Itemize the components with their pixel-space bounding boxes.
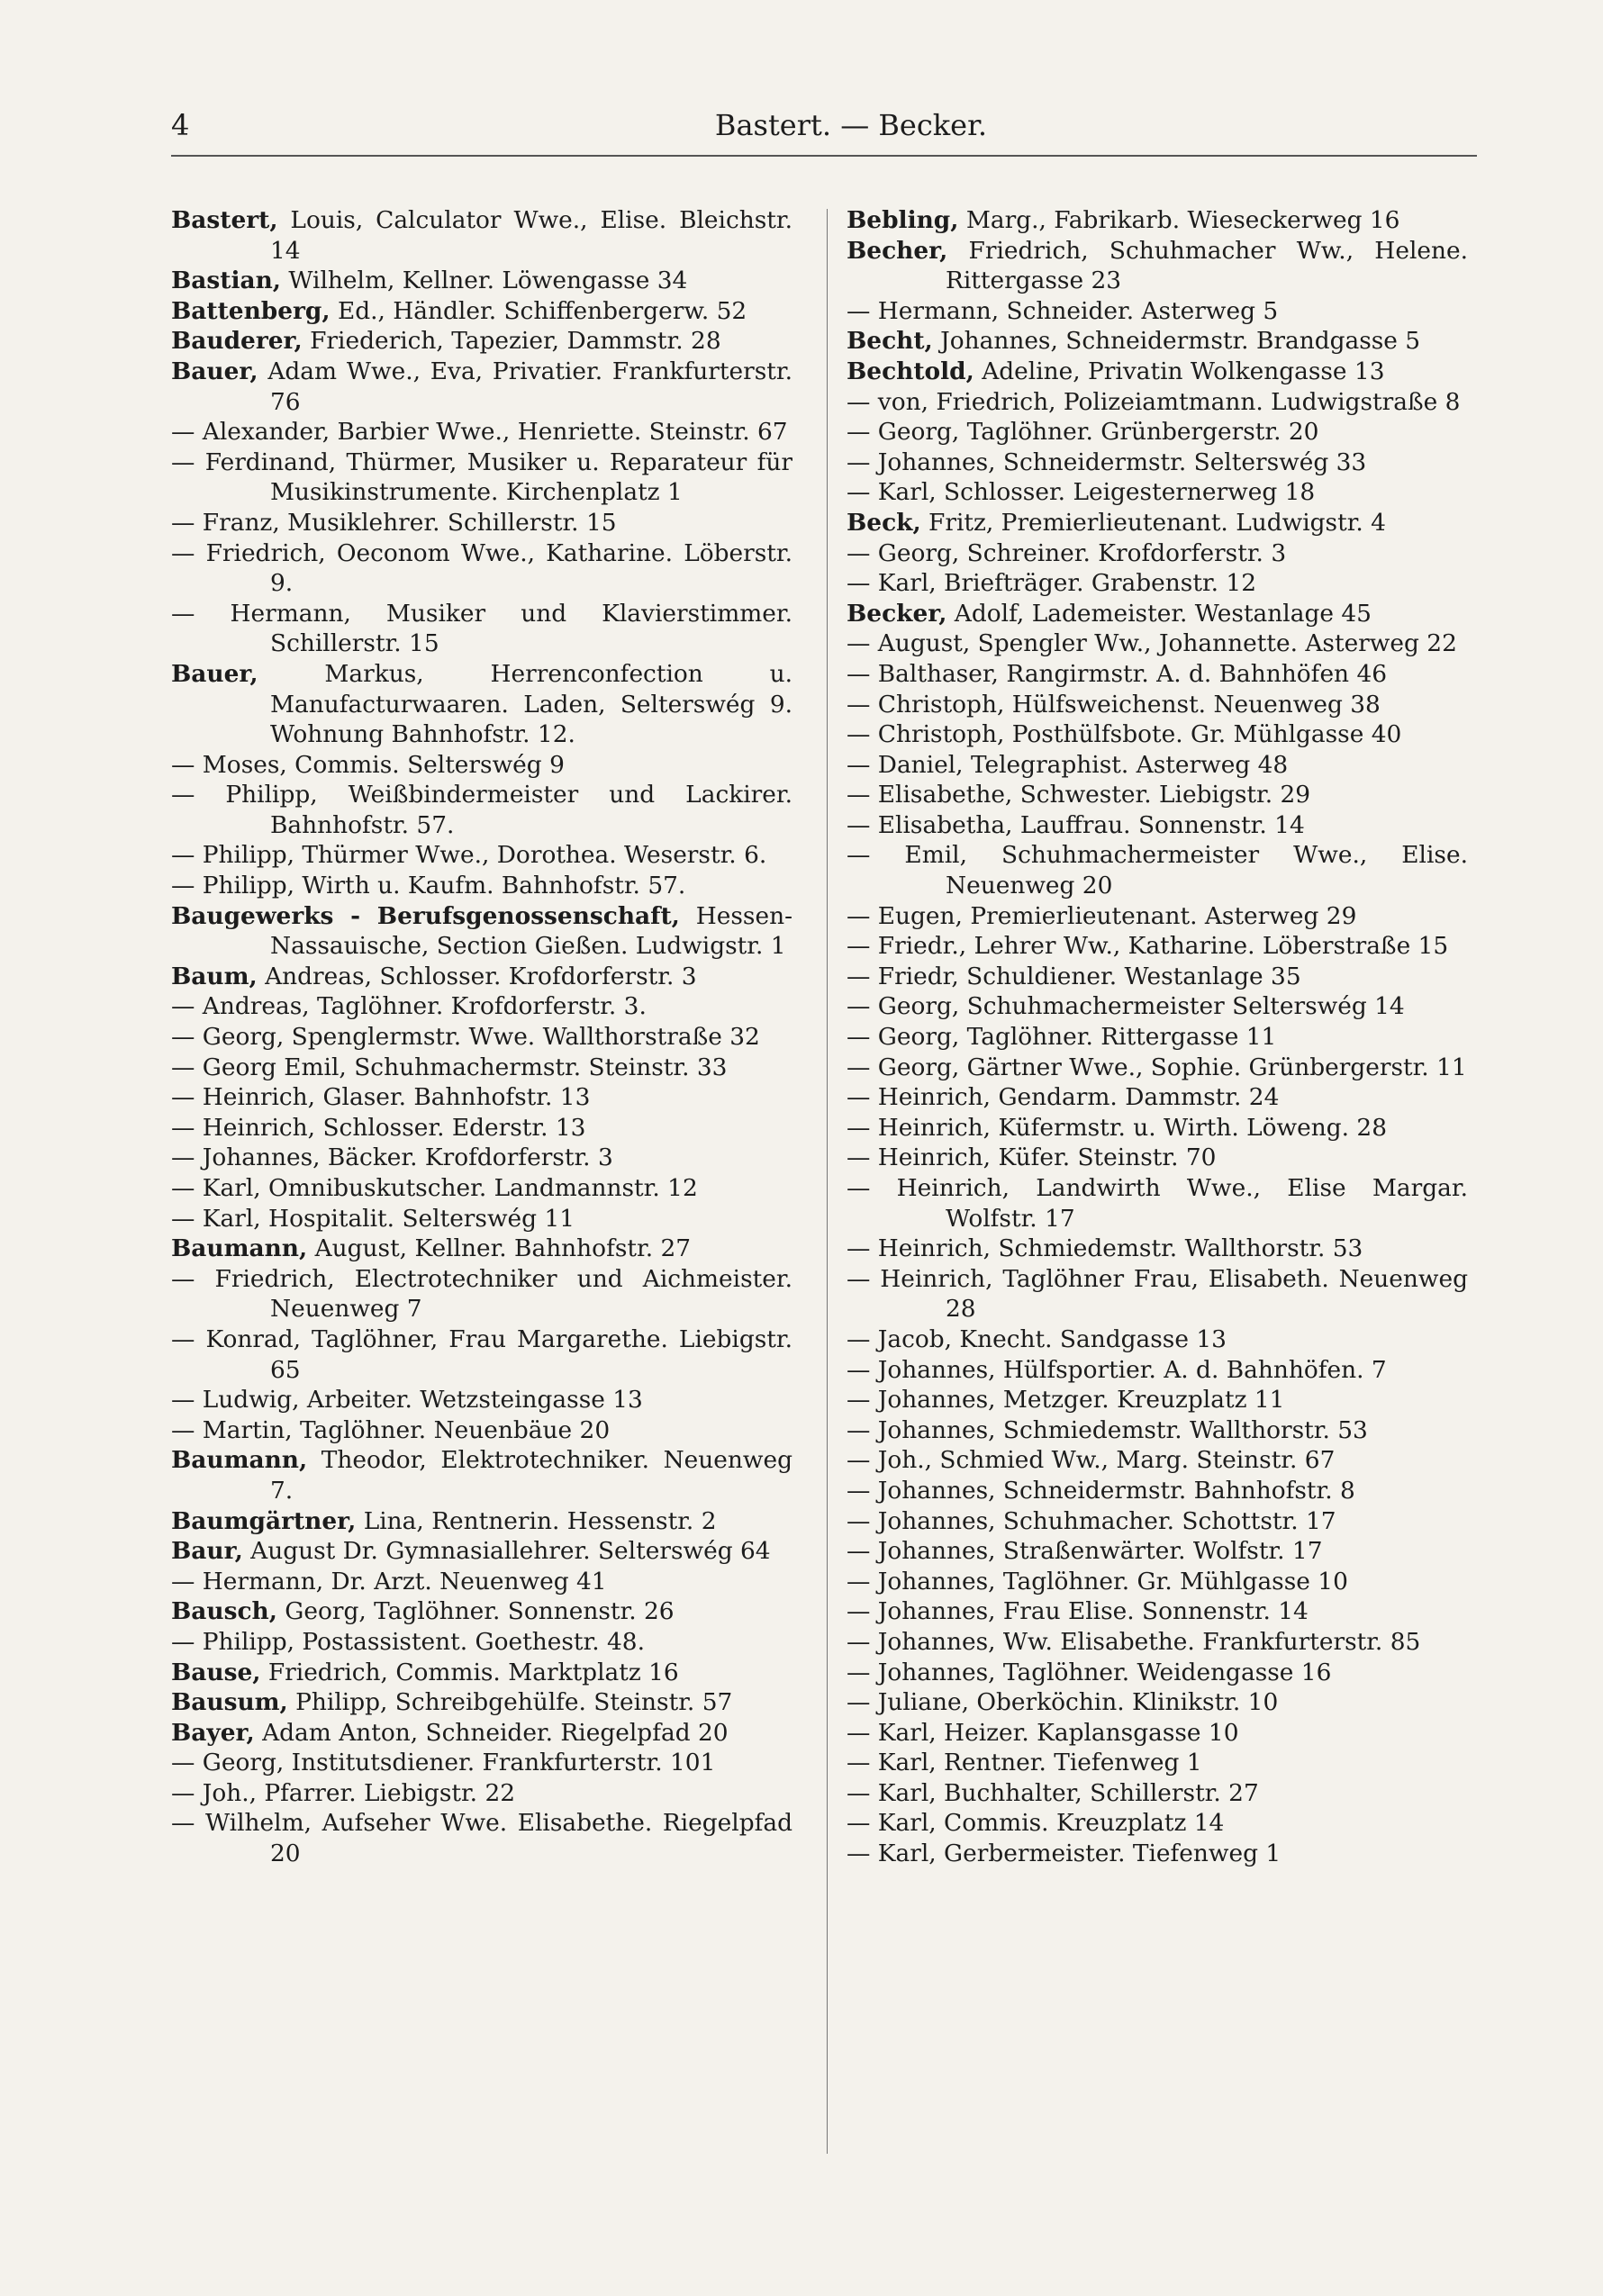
entry-text: — Daniel, Telegraphist. Asterweg 48 xyxy=(847,750,1289,779)
directory-entry xyxy=(171,1204,792,1234)
entry-text: — Wilhelm, Aufseher Wwe. Elisabethe. Riegelpfad 20 xyxy=(171,1809,792,1868)
entry-text: — Philipp, Thürmer Wwe., Dorothea. Weserstr. 6. xyxy=(171,841,767,870)
directory-entry xyxy=(171,508,792,538)
directory-entry xyxy=(171,1748,792,1778)
directory-entry xyxy=(171,417,792,447)
entry-text: — Konrad, Taglöhner, Frau Margarethe. Liebigstr. 65 xyxy=(171,1324,792,1384)
directory-entry xyxy=(847,1324,1468,1355)
directory-entry xyxy=(847,1506,1468,1537)
directory-entry xyxy=(171,1658,792,1688)
entry-text: — Johannes, Taglöhner. Gr. Mühlgasse 10 xyxy=(847,1567,1348,1595)
directory-entry xyxy=(171,1536,792,1567)
directory-entry xyxy=(847,1264,1468,1324)
entry-text: — Balthaser, Rangirmstr. A. d. Bahnhöfen 46 xyxy=(847,659,1388,688)
directory-entry xyxy=(847,1536,1468,1567)
entry-text: — Christoph, Hülfsweichenst. Neuenweg 38 xyxy=(847,690,1381,719)
left-column xyxy=(171,205,792,1869)
directory-entry xyxy=(847,1748,1468,1778)
entry-text: — Christoph, Posthülfsbote. Gr. Mühlgasse 40 xyxy=(847,720,1402,749)
directory-entry xyxy=(847,1053,1468,1083)
entry-text: Ed., Händler. Schiffenbergerw. 52 xyxy=(330,296,747,325)
directory-entry xyxy=(847,750,1468,781)
directory-entry xyxy=(847,477,1468,508)
directory-entry xyxy=(847,901,1468,932)
directory-entry xyxy=(171,1808,792,1868)
directory-entry xyxy=(847,1718,1468,1749)
directory-entry xyxy=(847,1173,1468,1234)
entry-text: Johannes, Schneidermstr. Brandgasse 5 xyxy=(932,327,1421,356)
entry-text: — Georg, Taglöhner. Grünbergerstr. 20 xyxy=(847,418,1319,447)
directory-entry xyxy=(171,538,792,599)
entry-surname: Baum, xyxy=(171,962,258,990)
directory-entry xyxy=(171,840,792,871)
directory-entry xyxy=(171,1445,792,1505)
entry-text: Philipp, Schreibgehülfe. Steinstr. 57 xyxy=(287,1688,733,1717)
directory-entry xyxy=(847,417,1468,447)
directory-entry xyxy=(847,991,1468,1022)
entry-text: — Karl, Rentner. Tiefenweg 1 xyxy=(847,1749,1202,1777)
entry-text: — Philipp, Postassistent. Goethestr. 48. xyxy=(171,1627,645,1656)
directory-entry xyxy=(171,1053,792,1083)
entry-text: — Johannes, Schmiedemstr. Wallthorstr. 53 xyxy=(847,1415,1368,1444)
entry-text: — Johannes, Frau Elise. Sonnenstr. 14 xyxy=(847,1597,1309,1626)
running-head: Bastert. — Becker. xyxy=(714,108,988,142)
entry-text: — Elisabetha, Lauffrau. Sonnenstr. 14 xyxy=(847,810,1305,839)
entry-text: — Karl, Gerbermeister. Tiefenweg 1 xyxy=(847,1840,1281,1868)
directory-entry xyxy=(171,1264,792,1324)
entry-text: — Georg, Gärtner Wwe., Sophie. Grünbergerstr. 11 xyxy=(847,1053,1467,1081)
page-number: 4 xyxy=(171,108,190,142)
directory-entry xyxy=(847,628,1468,659)
directory-entry xyxy=(171,296,792,327)
entry-text: Adam Anton, Schneider. Riegelpfad 20 xyxy=(254,1718,729,1747)
entry-text: Marg., Fabrikarb. Wieseckerweg 16 xyxy=(958,206,1400,234)
directory-entry xyxy=(847,1687,1468,1718)
directory-entry xyxy=(847,599,1468,629)
directory-entry xyxy=(171,1718,792,1749)
entry-text: — Friedr., Lehrer Ww., Katharine. Löberstraße 15 xyxy=(847,932,1449,961)
entry-text: — Heinrich, Landwirth Wwe., Elise Margar. Wolfstr. 17 xyxy=(847,1174,1468,1233)
directory-entry xyxy=(171,1687,792,1718)
directory-entry xyxy=(847,1022,1468,1053)
entry-surname: Bause, xyxy=(171,1658,261,1686)
directory-entry xyxy=(171,750,792,781)
entry-text: — Georg Emil, Schuhmachermstr. Steinstr. 33 xyxy=(171,1053,728,1081)
entry-text: August, Kellner. Bahnhofstr. 27 xyxy=(307,1234,692,1263)
directory-entry xyxy=(171,326,792,357)
directory-entry xyxy=(847,1808,1468,1839)
directory-entry xyxy=(171,1778,792,1809)
header-rule xyxy=(171,155,1477,157)
directory-entry xyxy=(847,296,1468,327)
directory-entry xyxy=(171,599,792,659)
directory-entry xyxy=(171,962,792,992)
directory-entry xyxy=(847,1627,1468,1658)
directory-entry xyxy=(847,659,1468,690)
entry-surname: Baugewerks - Berufsgenossenschaft, xyxy=(171,901,680,930)
directory-entry xyxy=(171,1173,792,1204)
directory-entry xyxy=(847,780,1468,810)
directory-entry xyxy=(847,387,1468,418)
entry-text: — August, Spengler Ww., Johannette. Asterweg 22 xyxy=(847,629,1457,658)
entry-text: — Karl, Briefträger. Grabenstr. 12 xyxy=(847,569,1257,598)
entry-text: — Heinrich, Schmiedemstr. Wallthorstr. 53 xyxy=(847,1234,1363,1263)
entry-text: — Joh., Pfarrer. Liebigstr. 22 xyxy=(171,1778,516,1807)
entry-surname: Bauer, xyxy=(171,357,258,385)
entry-text: — Andreas, Taglöhner. Krofdorferstr. 3. xyxy=(171,992,647,1021)
directory-entry xyxy=(171,1113,792,1143)
directory-entry xyxy=(171,1627,792,1658)
entry-text: — Karl, Hospitalit. Selterswég 11 xyxy=(171,1204,575,1233)
directory-entry xyxy=(847,205,1468,236)
directory-entry xyxy=(847,840,1468,900)
entry-text: Friedrich, Commis. Marktplatz 16 xyxy=(260,1658,679,1686)
entry-text: — Heinrich, Gendarm. Dammstr. 24 xyxy=(847,1083,1280,1112)
entry-text: — Johannes, Taglöhner. Weidengasse 16 xyxy=(847,1658,1332,1686)
entry-text: — Philipp, Weißbindermeister und Lackirer. Bahnhofstr. 57. xyxy=(171,781,792,839)
directory-entry xyxy=(171,991,792,1022)
entry-text: Louis, Calculator Wwe., Elise. Bleichstr. 14 xyxy=(270,206,792,265)
entry-text: — Hermann, Dr. Arzt. Neuenweg 41 xyxy=(171,1567,607,1595)
entry-text: — Johannes, Hülfsportier. A. d. Bahnhöfen. 7 xyxy=(847,1355,1387,1384)
entry-text: — Hermann, Musiker und Klavierstimmer. Schillerstr. 15 xyxy=(171,599,792,658)
directory-entry xyxy=(847,538,1468,569)
directory-entry xyxy=(847,719,1468,750)
entry-text: Andreas, Schlosser. Krofdorferstr. 3 xyxy=(257,962,697,990)
entry-text: — Heinrich, Schlosser. Ederstr. 13 xyxy=(171,1113,586,1142)
directory-entry xyxy=(171,1324,792,1385)
directory-entry xyxy=(171,659,792,750)
entry-surname: Baumann, xyxy=(171,1446,308,1475)
directory-entry xyxy=(171,1022,792,1053)
entry-text: Friedrich, Schuhmacher Ww., Helene. Rittergasse 23 xyxy=(946,236,1468,295)
entry-text: — Johannes, Schneidermstr. Bahnhofstr. 8 xyxy=(847,1476,1355,1505)
entry-text: — Heinrich, Küfer. Steinstr. 70 xyxy=(847,1143,1217,1172)
entry-text: — Ferdinand, Thürmer, Musiker u. Reparateur für Musikinstrumente. Kirchenplatz 1 xyxy=(171,447,792,507)
entry-text: — Karl, Buchhalter, Schillerstr. 27 xyxy=(847,1778,1259,1807)
right-column xyxy=(847,205,1468,1869)
entry-surname: Becher, xyxy=(847,236,948,265)
directory-entry xyxy=(847,1839,1468,1869)
directory-entry xyxy=(847,568,1468,599)
entry-surname: Bausch, xyxy=(171,1597,277,1626)
entry-text: — Heinrich, Taglöhner Frau, Elisabeth. Neuenweg 28 xyxy=(847,1264,1468,1324)
entry-text: — Georg, Taglöhner. Rittergasse 11 xyxy=(847,1023,1277,1052)
entry-text: — Moses, Commis. Selterswég 9 xyxy=(171,750,565,779)
directory-entry xyxy=(847,1113,1468,1143)
directory-entry xyxy=(847,1143,1468,1173)
directory-entry xyxy=(171,1143,792,1173)
entry-text: — Eugen, Premierlieutenant. Asterweg 29 xyxy=(847,901,1357,930)
entry-surname: Battenberg, xyxy=(171,296,331,325)
entry-text: — Hermann, Schneider. Asterweg 5 xyxy=(847,296,1279,325)
entry-text: Adeline, Privatin Wolkengasse 13 xyxy=(974,357,1385,385)
directory-entry xyxy=(171,1082,792,1113)
directory-entry xyxy=(847,1658,1468,1688)
entry-text: — Heinrich, Glaser. Bahnhofstr. 13 xyxy=(171,1083,591,1112)
directory-entry xyxy=(847,962,1468,992)
entry-text: — Philipp, Wirth u. Kaufm. Bahnhofstr. 57. xyxy=(171,872,686,900)
entry-text: — Juliane, Oberköchin. Klinikstr. 10 xyxy=(847,1688,1279,1717)
directory-entry xyxy=(847,508,1468,538)
entry-text: Hessen-Nassauische, Section Gießen. Ludwigstr. 1 xyxy=(270,901,793,961)
directory-entry xyxy=(847,1596,1468,1627)
directory-entry xyxy=(171,1415,792,1446)
directory-entry xyxy=(847,690,1468,720)
directory-entry xyxy=(847,1567,1468,1597)
directory-entry xyxy=(171,1596,792,1627)
entry-surname: Baumgärtner, xyxy=(171,1506,357,1535)
entry-text: Friederich, Tapezier, Dammstr. 28 xyxy=(302,327,721,356)
directory-entry xyxy=(847,931,1468,962)
entry-text: — Alexander, Barbier Wwe., Henriette. Steinstr. 67 xyxy=(171,418,788,447)
entry-surname: Bastian, xyxy=(171,267,281,295)
entry-text: Adolf, Lademeister. Westanlage 45 xyxy=(946,599,1372,628)
entry-surname: Bauderer, xyxy=(171,327,303,356)
entry-text: August Dr. Gymnasiallehrer. Selterswég 64 xyxy=(242,1537,771,1566)
entry-text: — Martin, Taglöhner. Neuenbäue 20 xyxy=(171,1415,611,1444)
directory-entry xyxy=(171,266,792,296)
directory-entry xyxy=(171,357,792,417)
entry-text: — Elisabethe, Schwester. Liebigstr. 29 xyxy=(847,781,1311,809)
entry-text: — Karl, Heizer. Kaplansgasse 10 xyxy=(847,1718,1239,1747)
entry-text: Wilhelm, Kellner. Löwengasse 34 xyxy=(280,267,688,295)
entry-surname: Bausum, xyxy=(171,1688,288,1717)
directory-entry xyxy=(847,447,1468,478)
entry-text: — Jacob, Knecht. Sandgasse 13 xyxy=(847,1324,1227,1353)
entry-text: — Johannes, Metzger. Kreuzplatz 11 xyxy=(847,1386,1285,1415)
entry-text: — Georg, Institutsdiener. Frankfurterstr. 101 xyxy=(171,1749,716,1777)
entry-surname: Bastert, xyxy=(171,206,278,234)
entry-text: — Friedr, Schuldiener. Westanlage 35 xyxy=(847,962,1301,990)
entry-surname: Beck, xyxy=(847,508,921,537)
directory-entry xyxy=(171,871,792,901)
directory-entry xyxy=(847,236,1468,296)
directory-entry xyxy=(171,205,792,266)
entry-surname: Baur, xyxy=(171,1537,243,1566)
entry-surname: Baumann, xyxy=(171,1234,308,1263)
entry-text: — Johannes, Schneidermstr. Selterswég 33 xyxy=(847,447,1367,476)
directory-entry xyxy=(847,1778,1468,1809)
entry-text: Lina, Rentnerin. Hessenstr. 2 xyxy=(356,1506,717,1535)
entry-text: — Georg, Spenglermstr. Wwe. Wallthorstraße 32 xyxy=(171,1023,760,1052)
entry-surname: Becker, xyxy=(847,599,947,628)
entry-surname: Bayer, xyxy=(171,1718,255,1747)
directory-entry xyxy=(171,780,792,840)
entry-text: — Johannes, Schuhmacher. Schottstr. 17 xyxy=(847,1506,1336,1535)
directory-entry xyxy=(847,1445,1468,1476)
entry-surname: Bebling, xyxy=(847,206,959,234)
entry-text: — Friedrich, Oeconom Wwe., Katharine. Löberstr. 9. xyxy=(171,538,792,598)
entry-text: — Karl, Omnibuskutscher. Landmannstr. 12 xyxy=(171,1174,698,1202)
column-divider xyxy=(827,209,828,2154)
entry-text: Markus, Herrenconfection u. Manufacturwaaren. Laden, Selterswég 9. Wohnung Bahnhofstr. 12. xyxy=(258,659,792,749)
entry-text: Georg, Taglöhner. Sonnenstr. 26 xyxy=(276,1597,675,1626)
directory-entry xyxy=(847,1415,1468,1446)
directory-entry xyxy=(847,810,1468,841)
entry-text: Fritz, Premierlieutenant. Ludwigstr. 4 xyxy=(920,508,1386,537)
entry-text: Adam Wwe., Eva, Privatier. Frankfurterstr. 76 xyxy=(258,357,792,416)
directory-entry xyxy=(847,1476,1468,1506)
directory-entry xyxy=(847,357,1468,387)
entry-text: — Georg, Schuhmachermeister Selterswég 14 xyxy=(847,992,1405,1021)
entry-text: — Karl, Schlosser. Leigesternerweg 18 xyxy=(847,478,1316,507)
entry-text: — Ludwig, Arbeiter. Wetzsteingasse 13 xyxy=(171,1386,643,1415)
directory-entry xyxy=(847,1385,1468,1415)
entry-text: — Johannes, Ww. Elisabethe. Frankfurterstr. 85 xyxy=(847,1627,1421,1656)
entry-text: — Karl, Commis. Kreuzplatz 14 xyxy=(847,1809,1225,1838)
directory-entry xyxy=(171,1506,792,1537)
entry-text: Theodor, Elektrotechniker. Neuenweg 7. xyxy=(270,1446,792,1505)
directory-entry xyxy=(171,901,792,962)
directory-entry xyxy=(171,1385,792,1415)
directory-entry xyxy=(847,1082,1468,1113)
entry-text: — Johannes, Straßenwärter. Wolfstr. 17 xyxy=(847,1537,1323,1566)
directory-entry xyxy=(171,1567,792,1597)
entry-text: — Friedrich, Electrotechniker und Aichmeister. Neuenweg 7 xyxy=(171,1264,792,1324)
entry-text: — von, Friedrich, Polizeiamtmann. Ludwigstraße 8 xyxy=(847,387,1461,416)
entry-surname: Becht, xyxy=(847,327,933,356)
entry-surname: Bauer, xyxy=(171,659,258,688)
entry-text: — Heinrich, Küfermstr. u. Wirth. Löweng. 28 xyxy=(847,1113,1387,1142)
directory-entry xyxy=(171,1234,792,1264)
entry-text: — Franz, Musiklehrer. Schillerstr. 15 xyxy=(171,508,617,537)
entry-text: — Johannes, Bäcker. Krofdorferstr. 3 xyxy=(171,1143,613,1172)
directory-entry xyxy=(847,326,1468,357)
entry-text: — Georg, Schreiner. Krofdorferstr. 3 xyxy=(847,538,1287,567)
entry-surname: Bechtold, xyxy=(847,357,974,385)
directory-entry xyxy=(171,447,792,508)
directory-entry xyxy=(847,1355,1468,1386)
entry-text: — Emil, Schuhmachermeister Wwe., Elise. Neuenweg 20 xyxy=(847,841,1468,900)
directory-entry xyxy=(847,1234,1468,1264)
entry-text: — Joh., Schmied Ww., Marg. Steinstr. 67 xyxy=(847,1446,1336,1475)
